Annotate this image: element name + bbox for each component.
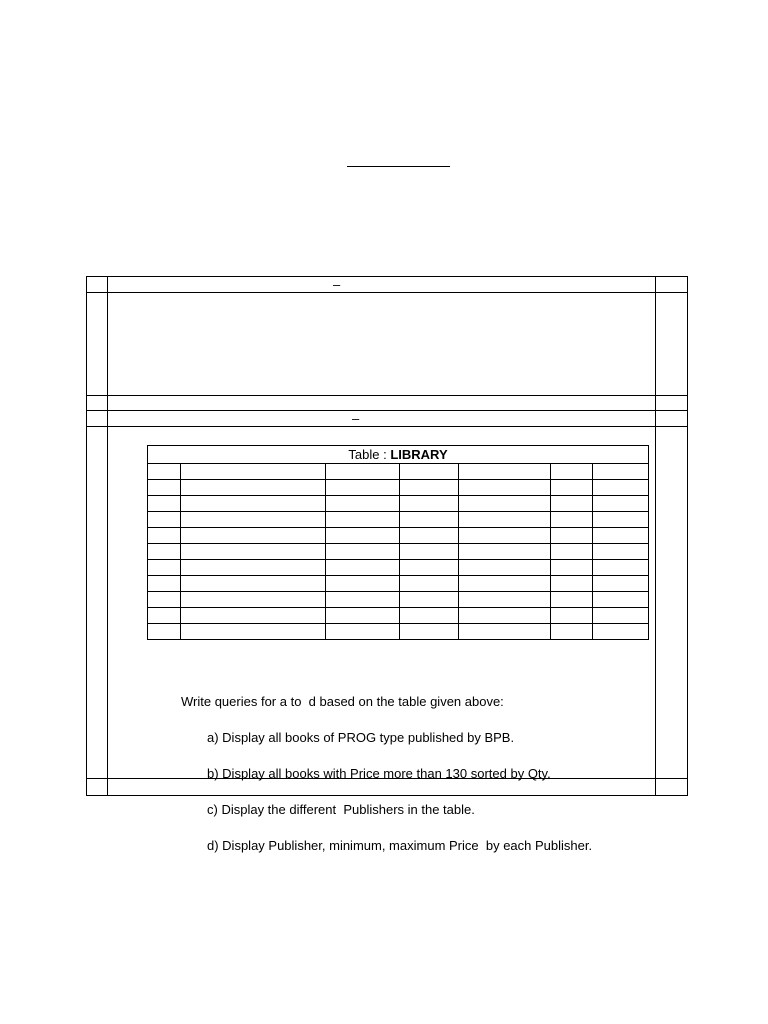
table-cell (593, 480, 649, 496)
table-cell (593, 560, 649, 576)
table-cell (551, 464, 593, 480)
table-cell (326, 496, 400, 512)
frame-line-top (86, 276, 688, 277)
table-row (148, 480, 649, 496)
table-cell (148, 560, 181, 576)
table-cell (181, 512, 326, 528)
table-cell (181, 624, 326, 640)
table-cell (400, 512, 459, 528)
table-cell (181, 464, 326, 480)
table-cell (459, 608, 551, 624)
table-cell (181, 528, 326, 544)
table-cell (148, 576, 181, 592)
table-cell (400, 544, 459, 560)
table-cell (459, 496, 551, 512)
frame-line-inner-right (655, 276, 656, 796)
table-cell (459, 512, 551, 528)
table-caption-prefix: Table : (348, 447, 391, 462)
frame-line-left (86, 276, 87, 796)
table-cell (551, 592, 593, 608)
table-cell (593, 512, 649, 528)
table-cell (326, 528, 400, 544)
table-cell (326, 576, 400, 592)
table-cell (400, 592, 459, 608)
table-cell (551, 544, 593, 560)
table-cell (459, 624, 551, 640)
table-cell (148, 624, 181, 640)
table-cell (551, 512, 593, 528)
table-row (148, 528, 649, 544)
table-cell (551, 560, 593, 576)
table-cell (400, 480, 459, 496)
table-cell (459, 480, 551, 496)
table-cell (459, 560, 551, 576)
table-cell (400, 576, 459, 592)
table-cell (326, 608, 400, 624)
table-cell (593, 544, 649, 560)
table-row (148, 624, 649, 640)
frame-line-3 (86, 395, 688, 396)
table-cell (181, 496, 326, 512)
table-cell (459, 576, 551, 592)
table-cell (148, 512, 181, 528)
query-item-a: a) Display all books of PROG type published by BPB. (207, 730, 515, 745)
table-cell (181, 608, 326, 624)
table-cell (148, 464, 181, 480)
table-cell (551, 528, 593, 544)
table-cell (181, 592, 326, 608)
table-cell (459, 592, 551, 608)
frame-line-5 (86, 426, 688, 427)
query-item-d: d) Display Publisher, minimum, maximum Price by each Publisher. (207, 838, 593, 853)
table-cell (551, 496, 593, 512)
table-cell (326, 560, 400, 576)
row1-mark: – (333, 277, 341, 292)
table-row (148, 576, 649, 592)
table-caption-row (148, 446, 649, 464)
table-cell (326, 624, 400, 640)
table-row (148, 592, 649, 608)
frame-line-right (687, 276, 688, 796)
table-cell (551, 624, 593, 640)
library-table (147, 445, 649, 640)
table-cell (593, 464, 649, 480)
table-cell (593, 576, 649, 592)
query-item-b: b) Display all books with Price more than 130 sorted by Qty. (207, 766, 551, 781)
table-cell (148, 496, 181, 512)
table-cell (181, 576, 326, 592)
table-row (148, 544, 649, 560)
table-cell (148, 608, 181, 624)
table-cell (181, 480, 326, 496)
table-cell (400, 464, 459, 480)
table-cell (326, 592, 400, 608)
table-cell (459, 544, 551, 560)
table-cell (400, 560, 459, 576)
table-cell (181, 560, 326, 576)
table-cell (326, 544, 400, 560)
title-underline (347, 166, 450, 167)
table-cell (148, 528, 181, 544)
table-cell (551, 608, 593, 624)
table-caption (148, 446, 649, 464)
row4-mark: – (352, 411, 360, 426)
query-item-c: c) Display the different Publishers in the table. (207, 802, 475, 817)
table-cell (551, 576, 593, 592)
table-cell (181, 544, 326, 560)
table-cell (593, 608, 649, 624)
table-cell (593, 528, 649, 544)
table-cell (148, 592, 181, 608)
table-cell (400, 528, 459, 544)
queries-intro: Write queries for a to d based on the table given above: (181, 694, 504, 709)
table-cell (400, 496, 459, 512)
table-row (148, 560, 649, 576)
table-row (148, 464, 649, 480)
table-cell (593, 496, 649, 512)
table-caption-name: LIBRARY (390, 447, 448, 462)
table-cell (326, 480, 400, 496)
table-cell (593, 592, 649, 608)
table-cell (326, 512, 400, 528)
table-cell (551, 480, 593, 496)
table-cell (400, 624, 459, 640)
table-cell (459, 528, 551, 544)
frame-line-inner-left (107, 276, 108, 796)
table-cell (148, 544, 181, 560)
table-row (148, 512, 649, 528)
table-cell (326, 464, 400, 480)
table-cell (148, 480, 181, 496)
queries-block (181, 675, 592, 873)
frame-line-4 (86, 410, 688, 411)
table-cell (400, 608, 459, 624)
table-cell (593, 624, 649, 640)
table-cell (459, 464, 551, 480)
frame-line-2 (86, 292, 688, 293)
table-row (148, 496, 649, 512)
table-row (148, 608, 649, 624)
